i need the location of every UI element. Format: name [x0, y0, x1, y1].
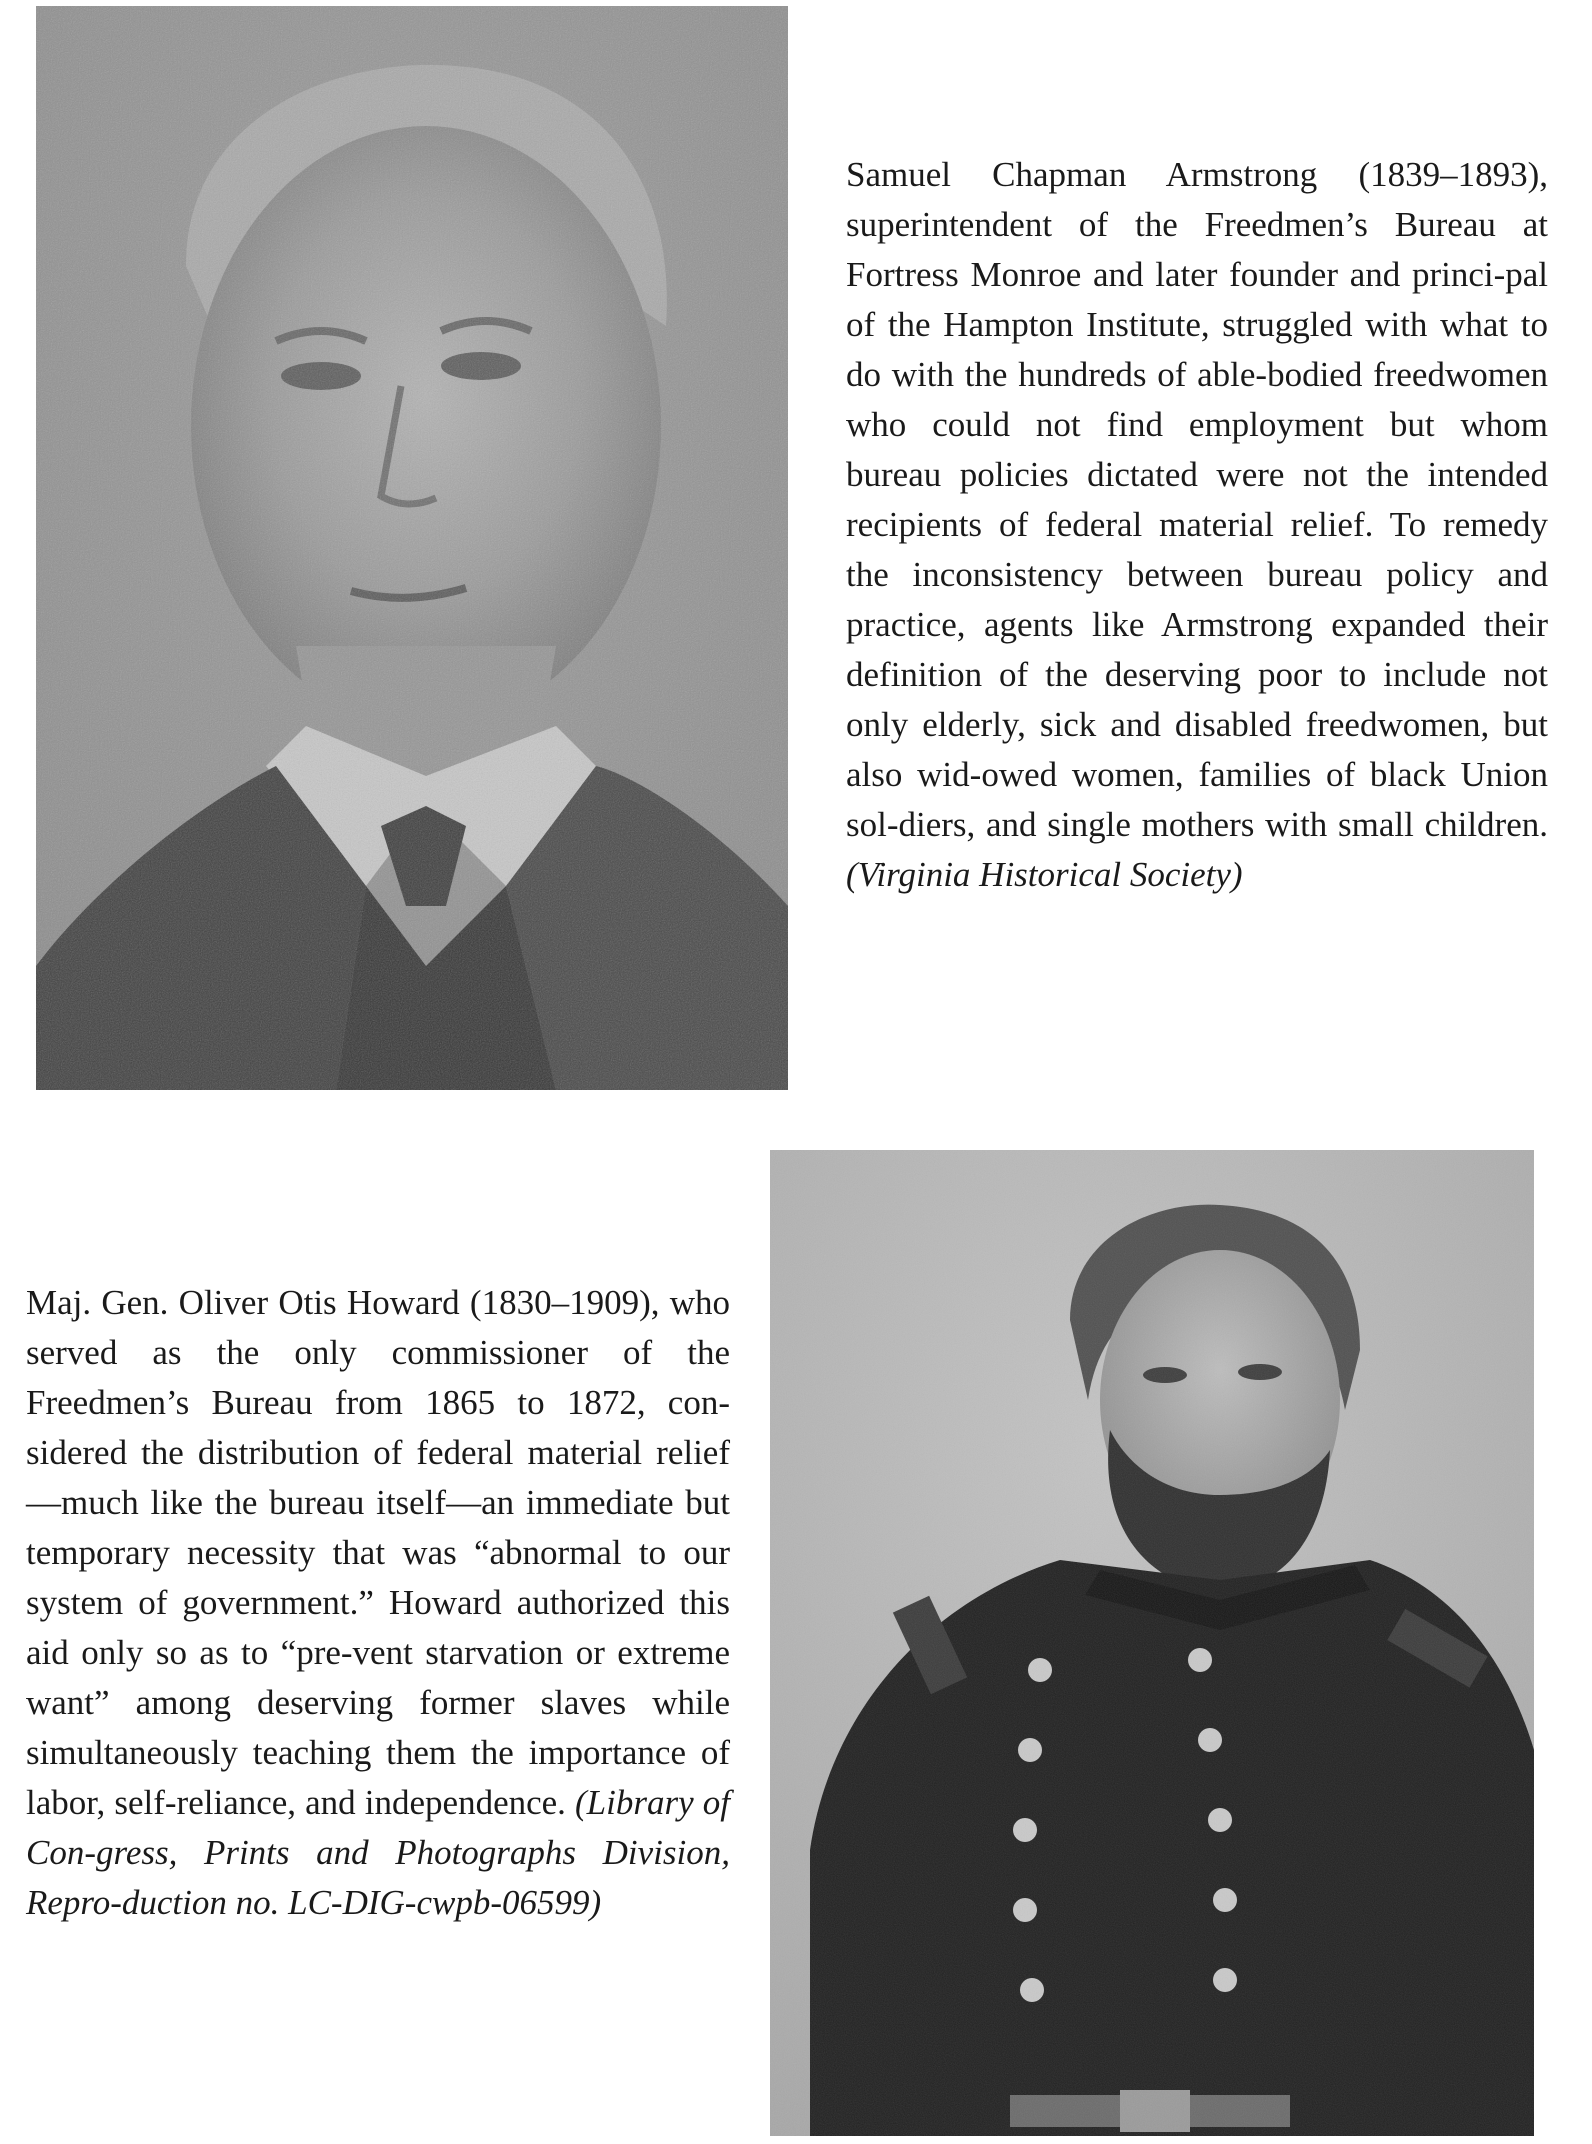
armstrong-caption — [846, 150, 1548, 900]
howard-portrait-photo — [770, 1150, 1534, 2136]
howard-photo-credit: (Library of Con-gress, Prints and Photographs Division, Repro-duction no. LC-DIG-cwpb-06599) — [26, 1783, 730, 1922]
armstrong-portrait-image — [36, 6, 788, 1090]
armstrong-caption-text: Samuel Chapman Armstrong (1839–1893), superintendent of the Freedmen’s Bureau at Fortress Monroe and later founder and princi-pal of the Hampton Institute, struggled with what to do with the hundreds of able-bodied freedwomen who could not find employment but whom bureau policies dictated were not the intended recipients of federal material relief. To remedy the inconsistency between bureau policy and practice, agents like Armstrong expanded their definition of the deserving poor to include not only elderly, sick and disabled freedwomen, but also wid-owed women, families of black Union sol-diers, and single mothers with small children. — [846, 155, 1548, 844]
armstrong-portrait-photo — [36, 6, 788, 1090]
armstrong-photo-credit: (Virginia Historical Society) — [846, 855, 1243, 894]
howard-portrait-image — [770, 1150, 1534, 2136]
howard-caption-text: Maj. Gen. Oliver Otis Howard (1830–1909), who served as the only commissioner of the Freedmen’s Bureau from 1865 to 1872, con-sidered the distribution of federal material relief—much like the bureau itself—an immediate but temporary necessity that was “abnormal to our system of government.” Howard authorized this aid only so as to “pre-vent starvation or extreme want” among deserving former slaves while simultaneously teaching them the importance of labor, self-reliance, and independence. — [26, 1283, 730, 1822]
howard-caption — [26, 1278, 730, 1928]
